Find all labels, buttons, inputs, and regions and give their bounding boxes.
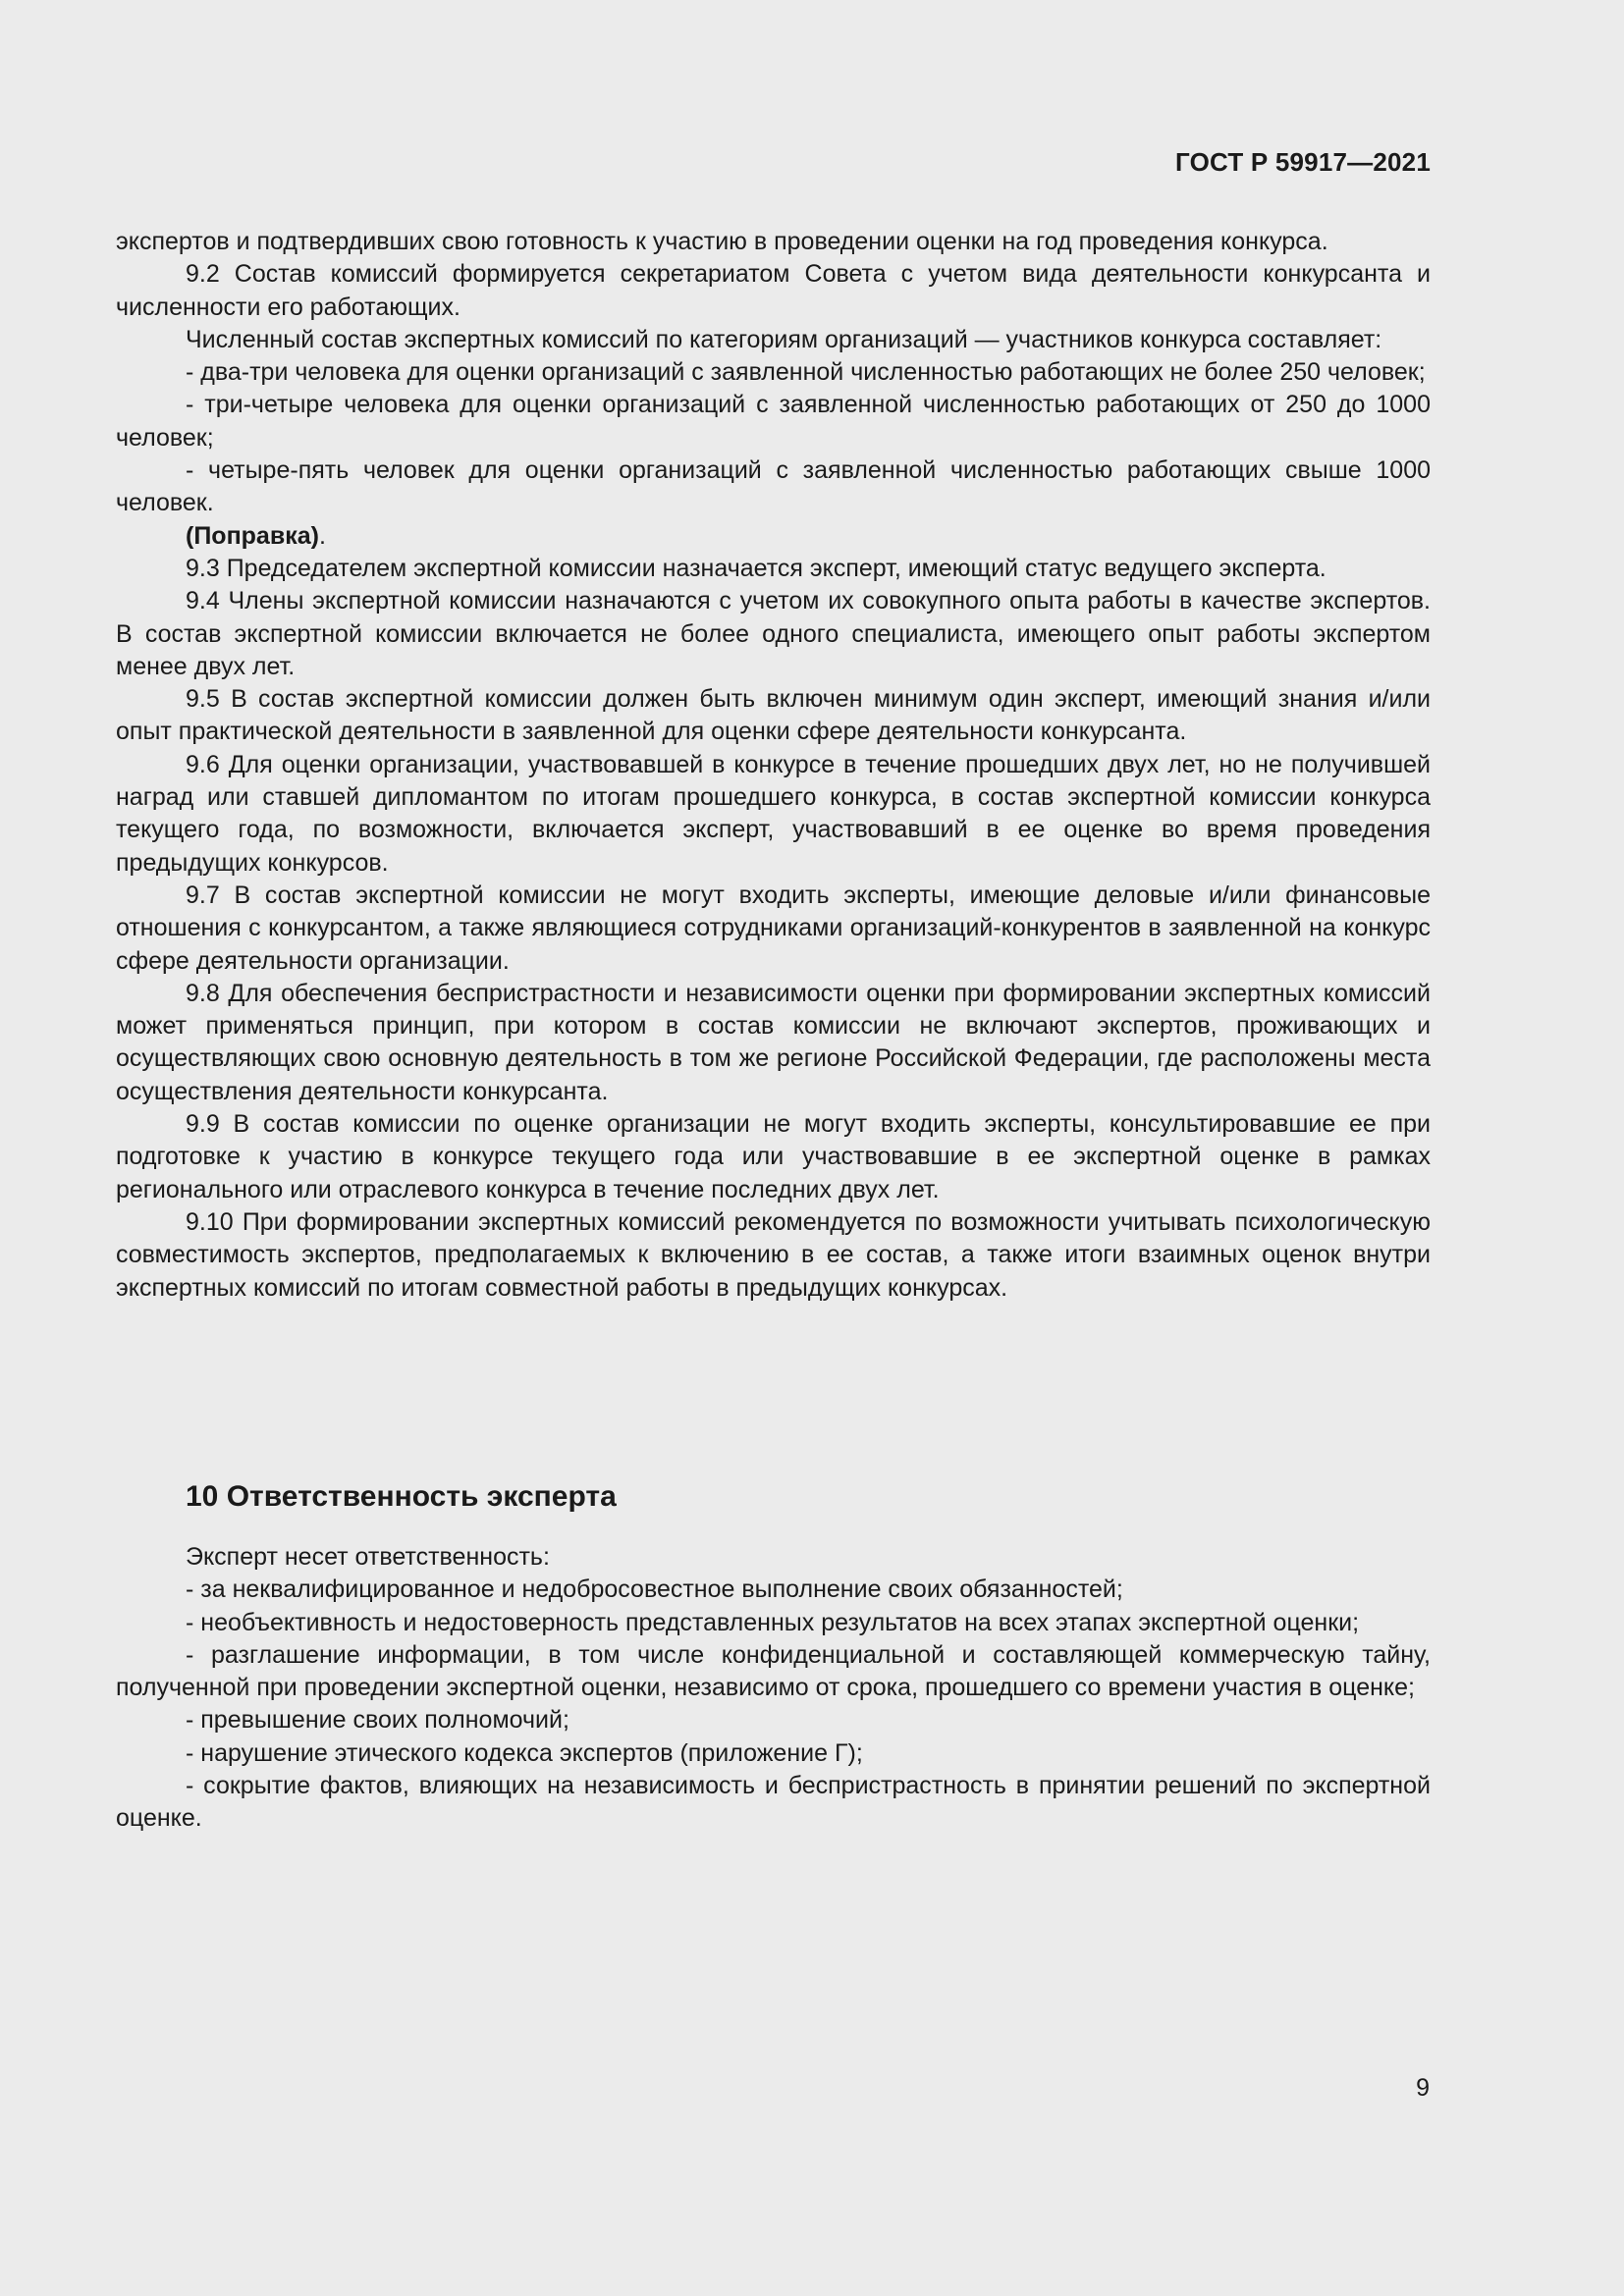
- paragraph: 9.10 При формировании экспертных комиссий рекомендуется по возможности учитывать психологическую совместимость экспертов, предполагаемых к включению в ее состав, а также итоги взаимных оценок внутри экспертных комиссий по итогам совместной работы в предыдущих конкурсах.: [116, 1207, 1431, 1302]
- amendment-label: (Поправка): [186, 521, 319, 550]
- paragraph: 9.6 Для оценки организации, участвовавшей в конкурсе в течение прошедших двух лет, но не получившей наград или ставшей дипломантом по итогам прошедшего конкурса, в состав экспертной комиссии конкурса текущего года, по возможности, включается эксперт, участвовавший в ее оценке во время проведения предыдущих конкурсов.: [116, 750, 1431, 877]
- document-body: [116, 226, 1431, 1305]
- list-item: - нарушение этического кодекса экспертов (приложение Г);: [186, 1738, 863, 1767]
- list-item: - необъективность и недостоверность представленных результатов на всех этапах экспертной оценки;: [186, 1608, 1360, 1636]
- list-item: - три-четыре человека для оценки организаций с заявленной численностью работающих от 250 до 1000 человек;: [116, 391, 1431, 452]
- paragraph: Численный состав экспертных комиссий по категориям организаций — участников конкурса составляет:: [186, 325, 1382, 353]
- section-intro: Эксперт несет ответственность:: [186, 1543, 550, 1571]
- paragraph: 9.2 Состав комиссий формируется секретариатом Совета с учетом вида деятельности конкурсанта и численности его работающих.: [116, 260, 1431, 321]
- paragraph: экспертов и подтвердивших свою готовность к участию в проведении оценки на год проведения конкурса.: [116, 228, 1328, 255]
- paragraph: 9.4 Члены экспертной комиссии назначаются с учетом их совокупного опыта работы в качестве экспертов. В состав экспертной комиссии включается не более одного специалиста, имеющего опыт работы экспертом менее двух лет.: [116, 587, 1431, 680]
- amendment-note: [116, 520, 1431, 553]
- list-item: - разглашение информации, в том числе конфиденциальной и составляющей коммерческую тайну, полученной при проведении экспертной оценки, независимо от срока, прошедшего со времени участия в оценке;: [116, 1640, 1431, 1702]
- list-item: - два-три человека для оценки организаций с заявленной численностью работающих не более 250 человек;: [186, 358, 1426, 387]
- paragraph: 9.9 В состав комиссии по оценке организации не могут входить эксперты, консультировавшие ее при подготовке к участию в конкурсе текущего года или участвовавшие в ее экспертной оценке в рамках регионального или отраслевого конкурса в течение последних двух лет.: [116, 1110, 1431, 1203]
- paragraph: 9.7 В состав экспертной комиссии не могут входить эксперты, имеющие деловые и/или финансовые отношения с конкурсантом, а также являющиеся сотрудниками организаций-конкурентов в заявленной на конкурс сфере деятельности организации.: [116, 881, 1431, 975]
- paragraph: 9.8 Для обеспечения беспристрастности и независимости оценки при формировании экспертных комиссий может применяться принцип, при котором в состав комиссии не включают экспертов, проживающих и осуществляющих свою основную деятельность в том же регионе Российской Федерации, где расположены места осуществления деятельности конкурсанта.: [116, 979, 1431, 1105]
- page-number: 9: [1416, 2074, 1430, 2102]
- section-body: [116, 1541, 1431, 1836]
- amendment-tail: .: [318, 521, 326, 550]
- section-heading: 10 Ответственность эксперта: [186, 1480, 617, 1513]
- list-item: - четыре-пять человек для оценки организаций с заявленной численностью работающих свыше 1000 человек.: [116, 456, 1431, 517]
- list-item: - сокрытие фактов, влияющих на независимость и беспристрастность в принятии решений по экспертной оценке.: [116, 1772, 1431, 1833]
- paragraph: 9.3 Председателем экспертной комиссии назначается эксперт, имеющий статус ведущего эксперта.: [186, 554, 1326, 582]
- list-item: - превышение своих полномочий;: [186, 1706, 569, 1735]
- list-item: - за неквалифицированное и недобросовестное выполнение своих обязанностей;: [186, 1575, 1123, 1604]
- paragraph: 9.5 В состав экспертной комиссии должен быть включен минимум один эксперт, имеющий знания и/или опыт практической деятельности в заявленной для оценки сфере деятельности конкурсанта.: [116, 685, 1431, 746]
- document-code: ГОСТ Р 59917—2021: [1175, 147, 1431, 177]
